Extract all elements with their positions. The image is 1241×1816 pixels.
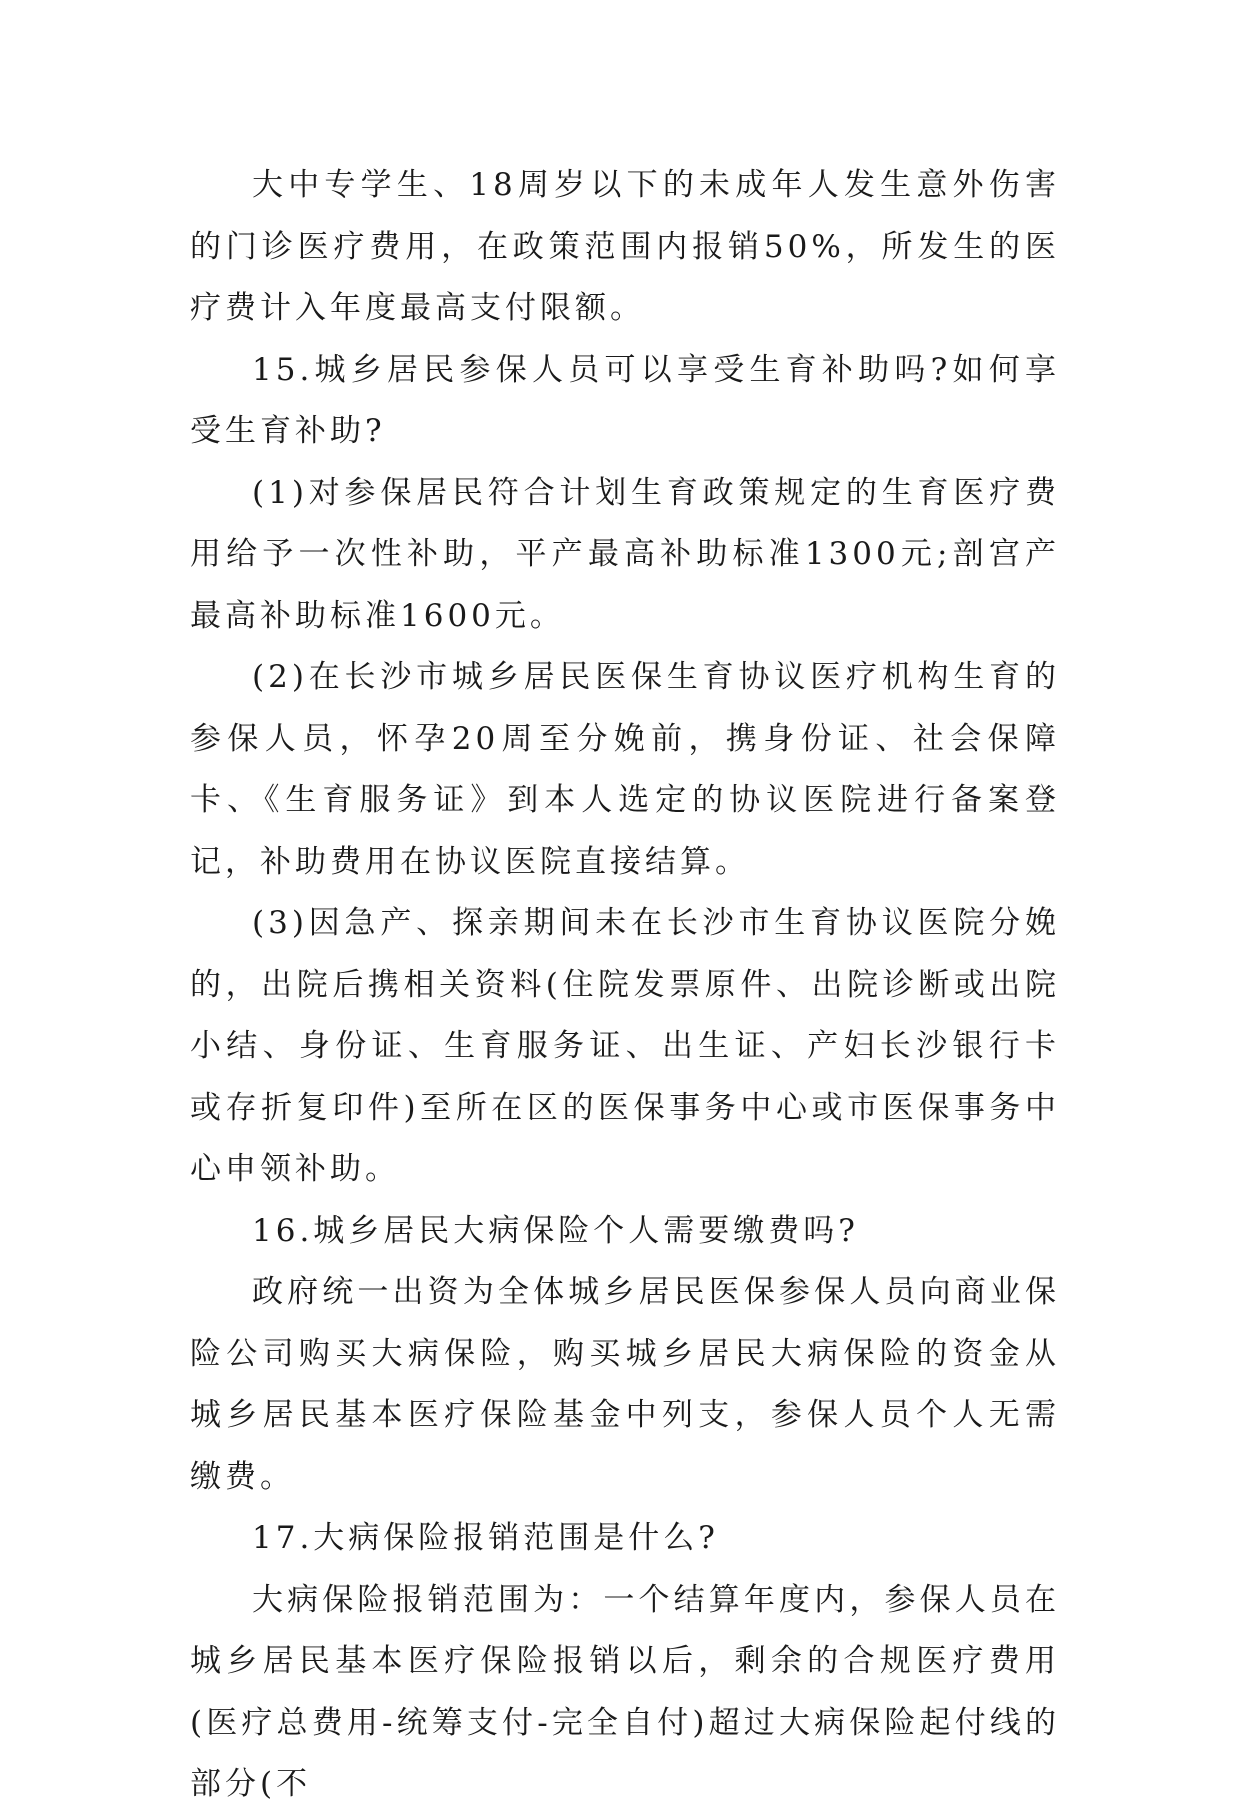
paragraph-birth-subsidy-3: (3)因急产、探亲期间未在长沙市生育协议医院分娩的，出院后携相关资料(住院发票原件、出院诊断或出院小结、身份证、生育服务证、出生证、产妇长沙银行卡或存折复印件)至所在区的医保事务中心或市医保事务中心申领补助。 — [190, 905, 1060, 1187]
heading-question-15: 15.城乡居民参保人员可以享受生育补助吗?如何享受生育补助? — [190, 351, 1060, 449]
paragraph-birth-subsidy-2: (2)在长沙市城乡居民医保生育协议医疗机构生育的参保人员，怀孕20周至分娩前，携身份证、社会保障卡、《生育服务证》到本人选定的协议医院进行备案登记，补助费用在协议医院直接结算。 — [190, 659, 1060, 880]
paragraph-major-illness-scope: 大病保险报销范围为：一个结算年度内，参保人员在城乡居民基本医疗保险报销以后，剩余的合规医疗费用(医疗总费用-统筹支付-完全自付)超过大病保险起付线的部分(不 — [190, 1581, 1060, 1802]
heading-question-16: 16.城乡居民大病保险个人需要缴费吗? — [252, 1212, 859, 1249]
paragraph-major-illness-fee: 政府统一出资为全体城乡居民医保参保人员向商业保险公司购买大病保险，购买城乡居民大病保险的资金从城乡居民基本医疗保险基金中列支，参保人员个人无需缴费。 — [190, 1274, 1060, 1495]
heading-question-17: 17.大病保险报销范围是什么? — [252, 1520, 719, 1556]
paragraph-birth-subsidy-1: (1)对参保居民符合计划生育政策规定的生育医疗费用给予一次性补助，平产最高补助标准1300元;剖宫产最高补助标准1600元。 — [190, 474, 1060, 634]
document-body — [190, 155, 1060, 1816]
paragraph-accident-outpatient: 大中专学生、18周岁以下的未成年人发生意外伤害的门诊医疗费用，在政策范围内报销50%，所发生的医疗费计入年度最高支付限额。 — [190, 167, 1060, 326]
